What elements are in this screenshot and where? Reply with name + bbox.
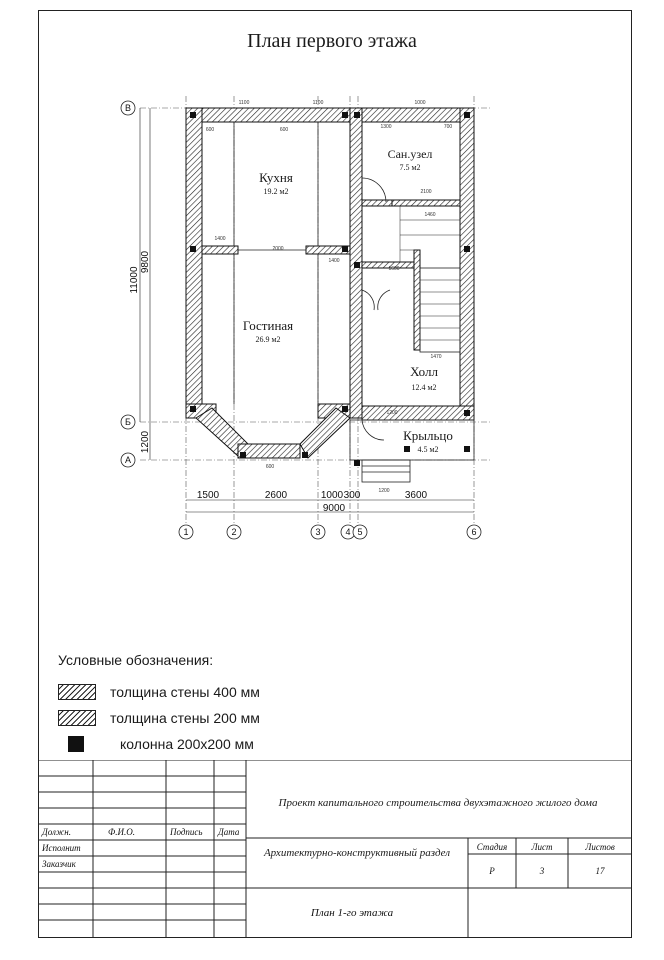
dim-total: 9000 (322, 503, 346, 514)
dim-bottom: 1500 (196, 490, 220, 501)
title-block (38, 760, 632, 938)
dim-label: 1200 (378, 488, 390, 494)
stamp-drawing: План 1-го этажа (310, 907, 394, 919)
legend-item-column: колонна 200х200 мм (58, 734, 254, 754)
stamp-sheet-label: Лист (531, 842, 553, 852)
dim-left: 9800 (140, 250, 151, 274)
stamp-header-signature: Подпись (170, 827, 203, 837)
stamp-role-executor: Исполнит (42, 843, 81, 853)
stamp-header-role: Должн. (42, 827, 72, 837)
sheet-title: План первого этажа (247, 30, 417, 52)
dim-label: 600 (265, 464, 275, 470)
dim-label: 1600 (388, 266, 400, 272)
hatch-swatch-icon (58, 710, 96, 726)
dim-bottom: 300 (343, 490, 361, 501)
axis-letter-v: В (124, 103, 132, 113)
room-name-living: Гостиная (242, 318, 294, 333)
stamp-role-customer: Заказчик (42, 859, 76, 869)
stamp-stage: Р (489, 866, 495, 876)
room-area-porch: 4.5 м2 (417, 445, 439, 454)
stamp-sheet: 3 (539, 866, 545, 876)
room-name-porch: Крыльцо (403, 428, 453, 443)
dim-bottom: 3600 (404, 490, 428, 501)
legend-item-400: толщина стены 400 мм (58, 682, 260, 702)
stamp-sheets: 17 (595, 866, 605, 876)
stamp-sheets-label: Листов (585, 842, 615, 852)
axis-letter-b: Б (125, 417, 131, 427)
axis-number-2: 2 (231, 527, 237, 537)
dim-label: 1000 (414, 100, 426, 106)
axis-number-6: 6 (471, 527, 477, 537)
room-area-living: 26.9 м2 (255, 335, 281, 344)
room-name-hall: Холл (410, 364, 438, 379)
dim-left: 1200 (140, 430, 151, 454)
dim-label: 1470 (430, 354, 442, 360)
dim-label: 2100 (420, 189, 432, 195)
axis-number-3: 3 (315, 527, 321, 537)
stamp-header-date: Дата (218, 827, 240, 837)
stamp-section: Архитектурно-конструктивный раздел (263, 847, 451, 859)
dim-label: 1300 (380, 124, 392, 130)
room-name-kitchen: Кухня (259, 170, 293, 185)
dim-bottom: 1000 (320, 490, 344, 501)
dim-label: 1200 (386, 410, 398, 416)
dim-bottom: 2600 (264, 490, 288, 501)
room-area-hall: 12.4 м2 (411, 383, 437, 392)
legend-title: Условные обозначения: (58, 652, 214, 668)
dim-label: 1100 (312, 100, 324, 106)
dim-label: 600 (205, 127, 215, 133)
room-name-bathroom: Сан.узел (387, 147, 433, 161)
column-swatch-icon (68, 736, 84, 752)
dim-label: 2000 (272, 246, 284, 252)
dim-label: 1460 (424, 212, 436, 218)
room-area-kitchen: 19.2 м2 (263, 187, 289, 196)
stamp-stage-label: Стадия (476, 842, 508, 852)
stamp-project: Проект капитального строительства двухэтажного жилого дома (278, 797, 598, 809)
dim-label: 1400 (214, 236, 226, 242)
axis-letter-a: А (124, 455, 132, 465)
stamp-header-name: Ф.И.О. (108, 827, 135, 837)
dim-label: 600 (279, 127, 289, 133)
axis-number-1: 1 (183, 527, 189, 537)
dim-label: 1400 (328, 258, 340, 264)
dim-label: 1100 (238, 100, 250, 106)
axis-number-5: 5 (357, 527, 363, 537)
dim-left: 11000 (129, 266, 140, 294)
hatch-swatch-icon (58, 684, 96, 700)
axis-number-4: 4 (345, 527, 351, 537)
legend-item-200: толщина стены 200 мм (58, 708, 260, 728)
room-area-bathroom: 7.5 м2 (399, 163, 421, 172)
dim-label: 700 (443, 124, 453, 130)
